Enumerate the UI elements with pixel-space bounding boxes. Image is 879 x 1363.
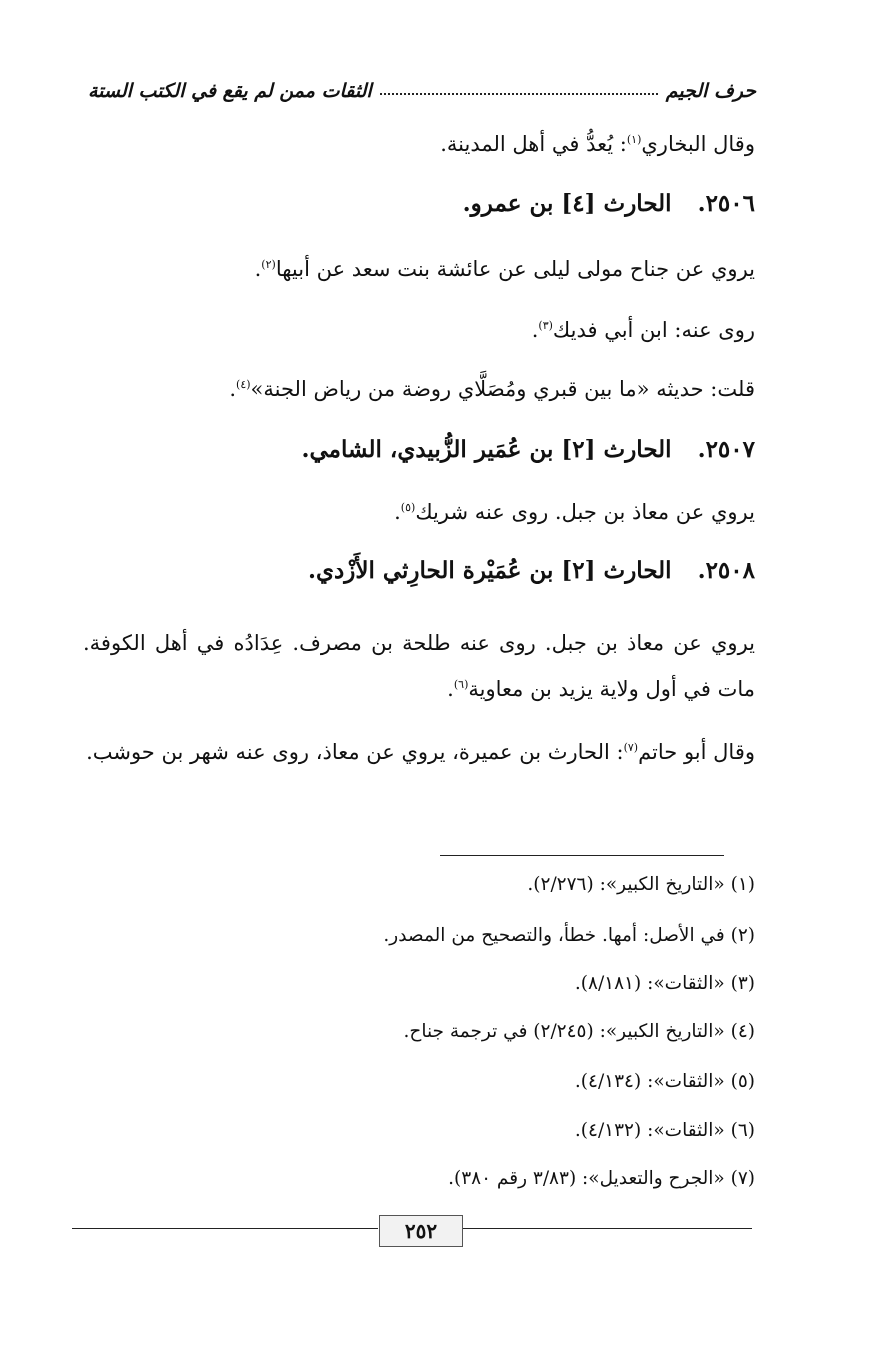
entry-2506-line-1: يروي عن جناح مولى ليلى عن عائشة بنت سعد عن أبيها$^{(٢)}$. <box>254 257 755 281</box>
footnote-2: (٢) في الأصل: أمها. خطأ، والتصحيح من المصدر. <box>383 925 755 946</box>
entry-2506-line-3: قلت: حديثه «ما بين قبري ومُصَلَّاي روضة من رياض الجنة»$^{(٤)}$. <box>229 377 755 401</box>
entry-name: الحارث [٢] بن عُمَيْرة الحارِثي الأَزْدي. <box>307 557 672 584</box>
footnote-ref: (٥) <box>400 501 416 514</box>
entry-heading-2506 <box>463 190 755 217</box>
entry-number: ٢٥٠٦. <box>697 190 755 217</box>
entry-heading-2507 <box>301 436 755 463</box>
bottom-rule-right <box>462 1228 752 1229</box>
entry-number: ٢٥٠٨. <box>697 557 755 584</box>
entry-2507-line-1: يروي عن معاذ بن جبل. روى عنه شريك$^{(٥)}$. <box>394 500 755 524</box>
bottom-rule-left <box>72 1228 378 1229</box>
header-dotted-leader <box>380 92 658 95</box>
intro-line: وقال البخاري$^{(١)}$: يُعدُّ في أهل المدينة. <box>440 132 755 156</box>
footnote-4: (٤) «التاريخ الكبير»: (٢/٢٤٥) في ترجمة جناح. <box>403 1021 755 1042</box>
footnote-5: (٥) «الثقات»: (٤/١٣٤). <box>574 1071 755 1092</box>
footnote-6: (٦) «الثقات»: (٤/١٣٢). <box>574 1120 755 1141</box>
entry-name: الحارث [٤] بن عمرو. <box>462 190 672 217</box>
footnote-ref: (٤) <box>236 378 251 391</box>
entry-2508-paragraph-1: يروي عن معاذ بن جبل. روى عنه طلحة بن مصرف. عِدَادُه في أهل الكوفة. مات في أول ولاية يزيد بن معاوية$^{(٦)}$. <box>83 631 755 701</box>
header-book-title: الثقات ممن لم يقع في الكتب الستة <box>88 80 372 102</box>
footnote-ref: (٣) <box>538 319 553 332</box>
footnote-7: (٧) «الجرح والتعديل»: (٣/٨٣ رقم ٣٨٠). <box>448 1168 755 1189</box>
footnote-separator <box>440 855 724 856</box>
entry-name: الحارث [٢] بن عُمَير الزُّبيدي، الشامي. <box>301 436 672 463</box>
entry-2508-paragraph-2: وقال أبو حاتم$^{(٧)}$: الحارث بن عميرة، يروي عن معاذ، روى عنه شهر بن حوشب. <box>86 740 755 764</box>
running-header <box>88 72 756 102</box>
footnote-ref: (٧) <box>623 741 639 754</box>
page-number: ٢٥٢ <box>379 1215 463 1247</box>
footnote-ref: (٦) <box>453 678 469 691</box>
footnote-ref: (١) <box>626 133 642 146</box>
entry-number: ٢٥٠٧. <box>697 436 755 463</box>
footnote-1: (١) «التاريخ الكبير»: (٢/٢٧٦). <box>527 874 755 895</box>
entry-2506-line-2: روى عنه: ابن أبي فديك$^{(٣)}$. <box>531 318 755 342</box>
header-section-title: حرف الجيم <box>665 80 756 102</box>
footnote-3: (٣) «الثقات»: (٨/١٨١). <box>574 973 755 994</box>
entry-heading-2508 <box>308 557 755 584</box>
footnote-ref: (٢) <box>261 258 276 271</box>
